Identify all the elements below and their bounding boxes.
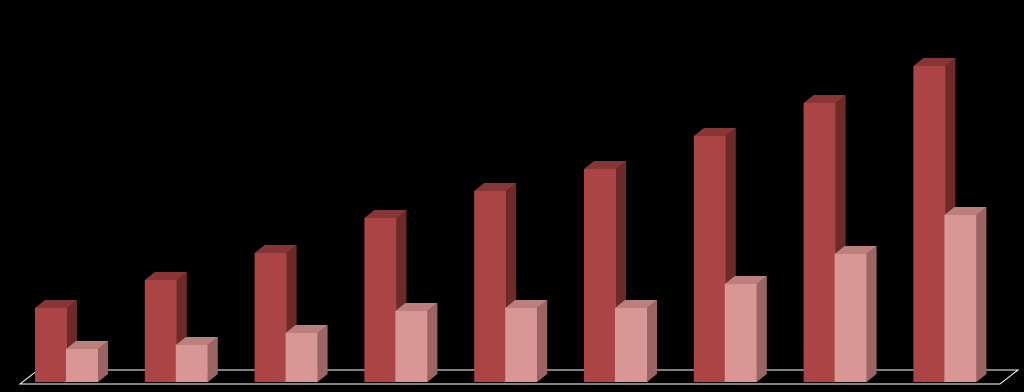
bar-series1-5-front	[474, 191, 506, 382]
bar-series2-7-side	[757, 276, 767, 382]
bar-series2-7-front	[725, 284, 757, 382]
bar-series2-5-side	[537, 300, 547, 382]
bar-series2-2-front	[176, 345, 208, 382]
bar-series2-4-front	[395, 311, 427, 382]
chart-bars-layer	[35, 58, 986, 382]
bar-series2-4	[395, 303, 437, 382]
bar-series1-4-front	[364, 218, 396, 382]
bar-series2-9	[944, 207, 986, 382]
bar-series2-1	[66, 341, 108, 382]
bar-series2-8-front	[835, 254, 867, 382]
bar-series2-1-front	[66, 349, 98, 382]
bar-series2-5-front	[505, 308, 537, 382]
bar-series1-1-front	[35, 308, 67, 382]
bar-series1-7-front	[694, 136, 726, 382]
bar-series1-3-front	[255, 253, 287, 382]
bar-series2-3-side	[318, 325, 328, 382]
bar-series2-9-side	[976, 207, 986, 382]
bar-series1-9-front	[913, 66, 945, 382]
bar-series2-6	[615, 300, 657, 382]
bar-series2-8	[835, 246, 877, 382]
bar-series2-3	[286, 325, 328, 382]
bar-series2-8-side	[867, 246, 877, 382]
bar-series1-2-front	[145, 280, 177, 382]
bar-series1-8-front	[804, 103, 836, 382]
bar-series2-5	[505, 300, 547, 382]
bar-series2-2	[176, 337, 218, 382]
bar-series2-9-front	[944, 215, 976, 382]
bar-series2-6-front	[615, 308, 647, 382]
bar-series2-4-side	[427, 303, 437, 382]
bar-series1-6-front	[584, 169, 616, 382]
bar-series2-7	[725, 276, 767, 382]
bar-series2-3-front	[286, 333, 318, 382]
bar-series2-6-side	[647, 300, 657, 382]
